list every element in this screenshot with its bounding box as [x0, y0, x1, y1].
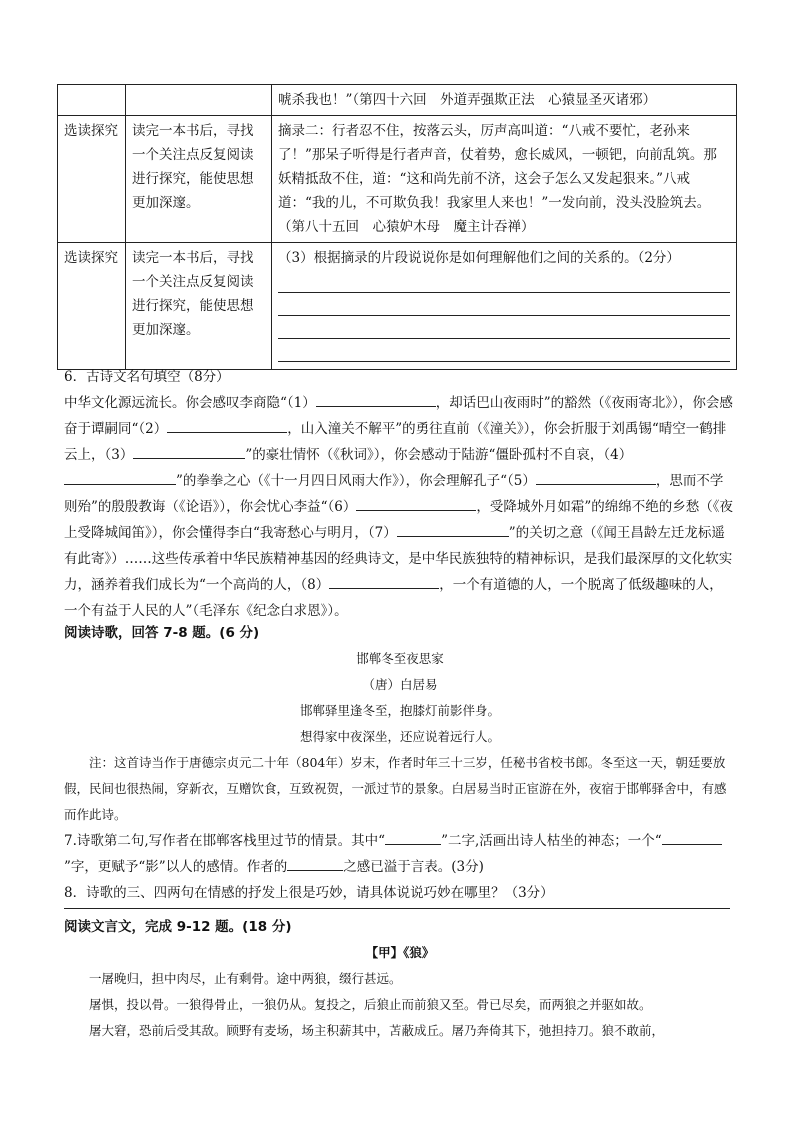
answer-line[interactable] — [278, 272, 730, 293]
blank-2[interactable] — [167, 416, 287, 433]
blank-1[interactable] — [316, 390, 436, 407]
table-cell — [126, 85, 272, 116]
question-8: 8．诗歌的三、四两句在情感的抒发上很是巧妙，请具体说说巧妙在哪里？（3分） — [64, 885, 554, 901]
blank-4[interactable] — [64, 468, 176, 485]
paragraph: 屠惧，投以骨。一狼得骨止，一狼仍从。复投之，后狼止而前狼又至。骨已尽矣，而两狼之并驱如故。 — [89, 997, 652, 1012]
blank-8[interactable] — [329, 572, 439, 589]
table-row — [58, 85, 737, 116]
excerpt-two: 摘录二：行者忍不住，按落云头，厉声高叫道：“八戒不要忙，老孙来了！”那呆子听得是行者声音，仗着势，愈长威风，一顿钯，向前乱筑。那妖精抵敌不住，道：“这和尚先前不济，这会子怎么又发起狠来。”八戒道：“我的儿，不可欺负我！我家里人来也！”一发向前，没头没脸筑去。（第八十五回 心猿妒木母 魔主计吞禅） — [272, 116, 737, 243]
blank-3[interactable] — [133, 442, 245, 459]
table-row — [58, 243, 737, 370]
table-cell: 读完一本书后，寻找一个关注点反复阅读进行探究，能使思想更加深邃。 — [126, 116, 272, 243]
answer-line[interactable] — [278, 341, 730, 362]
poem-line: 想得家中夜深坐，还应说着远行人。 — [299, 729, 500, 744]
poem-section — [64, 620, 736, 906]
table-cell: 选读探究 — [58, 243, 126, 370]
question-6-title: 6．古诗文名句填空（8分） — [64, 369, 230, 385]
table-cell: 选读探究 — [58, 116, 126, 243]
table-cell — [272, 85, 737, 116]
poem-author: （唐）白居易 — [362, 677, 438, 692]
answer-line[interactable] — [64, 908, 730, 909]
table-cell — [58, 85, 126, 116]
blank-5[interactable] — [536, 468, 656, 485]
excerpt-tail: 唬杀我也！”（第四十六回 外道弄强欺正法 心猿显圣灭诸邪） — [278, 92, 657, 108]
question-6 — [64, 364, 736, 624]
paragraph: 一屠晚归，担中肉尽，止有剩骨。途中两狼，缀行甚远。 — [89, 971, 402, 986]
blank-q7-1[interactable] — [385, 828, 441, 845]
blank-q7-2[interactable] — [662, 828, 722, 845]
classical-title: 【甲】《狼》 — [365, 945, 435, 960]
blank-6[interactable] — [356, 494, 476, 511]
blank-q7-3[interactable] — [287, 854, 343, 871]
table-row — [58, 116, 737, 243]
table-cell — [272, 243, 737, 370]
table-cell: 读完一本书后，寻找一个关注点反复阅读进行探究，能使思想更加深邃。 — [126, 243, 272, 370]
question-3: （3）根据摘录的片段说说你是如何理解他们之间的关系的。（2分） — [278, 250, 680, 266]
answer-line[interactable] — [278, 318, 730, 339]
blank-7[interactable] — [397, 520, 509, 537]
reading-table — [57, 84, 737, 370]
poem-line: 邯郸驿里逢冬至，抱膝灯前影伴身。 — [299, 703, 500, 718]
answer-line[interactable] — [278, 295, 730, 316]
poem-title: 邯郸冬至夜思家 — [356, 651, 444, 666]
poem-heading: 阅读诗歌，回答 7-8 题。(6 分) — [64, 625, 260, 641]
classical-heading: 阅读文言文，完成 9-12 题。(18 分) — [64, 919, 292, 935]
question-6-body: 中华文化源远流长。你会感叹李商隐“（1） ，却话巴山夜雨时”的豁然（《夜雨寄北》），你会感奋于谭嗣同“（2） ，山入潼关不解平”的勇往直前（《潼关》），你会折服于刘禹锡“晴空一鹤排云上，（3） ”的豪壮情怀（《秋词》），你会感动于陆游“僵卧孤村不自哀，（4）”的拳拳之心（《十一月四日风雨大作》），你会理解孔子“（5） ，思而不学则殆”的殷殷教诲（《论语》），你会忧心李益“（6） ，受降城外月如霜”的绵绵不绝的乡愁（《夜上受降城闻笛》），你会懂得李白“我寄愁心与明月，（7） ”的关切之意（《闻王昌龄左迁龙标遥有此寄》）……这些传承着中华民族精神基因的经典诗文，是中华民族独特的精神标识，是我们最深厚的文化软实力，涵养着我们成长为“一个高尚的人，（8） ，一个有道德的人，一个脱离了低级趣味的人，一个有益于人民的人”（毛泽东《纪念白求恩》）。 — [64, 390, 736, 624]
question-7: 7.诗歌第二句,写作者在邯郸客栈里过节的情景。其中“ ”二字,活画出诗人枯坐的神态；一个“”字，更赋予“影”以人的感情。作者的 之感已溢于言表。(3分) — [64, 828, 736, 880]
paragraph: 屠大窘，恐前后受其敌。顾野有麦场，场主积薪其中，苫蔽成丘。屠乃奔倚其下，弛担持刀。狼不敢前， — [89, 1023, 665, 1038]
poem-note: 注：这首诗当作于唐德宗贞元二十年（804年）岁末，作者时年三十三岁，任秘书省校书郎。冬至这一天，朝廷要放假，民间也很热闹，穿新衣，互赠饮食，互致祝贺，一派过节的景象。白居易当时正宦游在外，夜宿于邯郸驿舍中，有感而作此诗。 — [64, 755, 727, 822]
classical-section — [64, 914, 736, 1044]
